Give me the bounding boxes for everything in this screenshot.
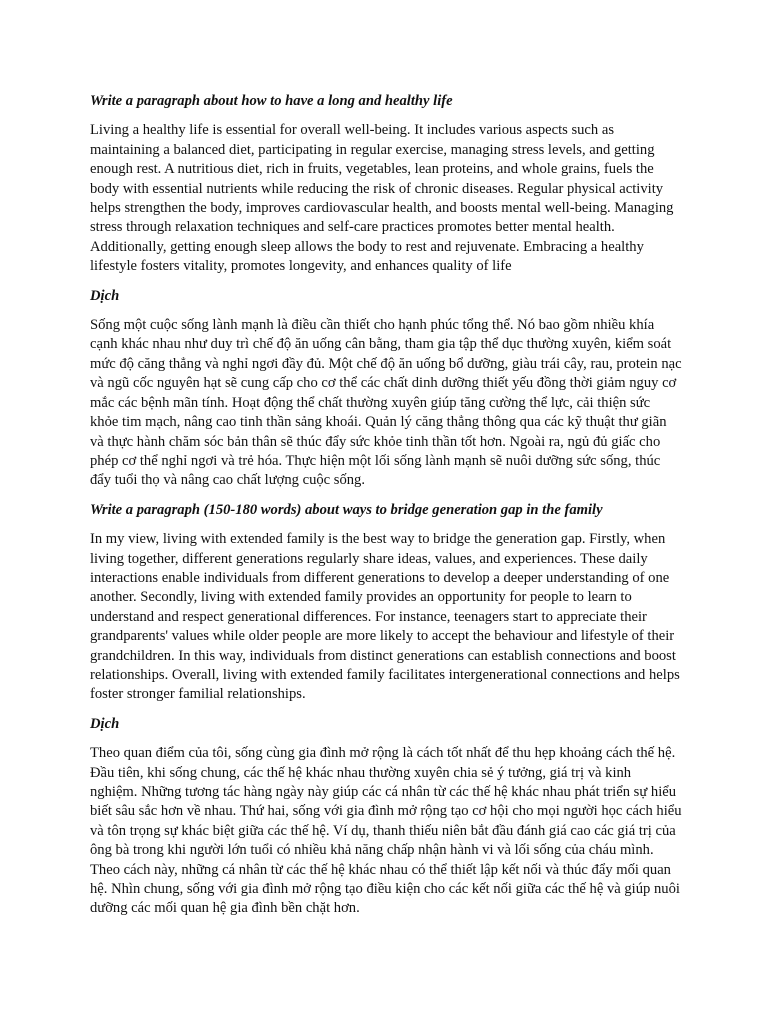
section-paragraph-translation-1: Sống một cuộc sống lành mạnh là điều cần thiết cho hạnh phúc tổng thể. Nó bao gồm nhiều khía cạnh khác nhau như duy trì chế độ ăn uống cân bằng, tham gia tập thể dục thường xuyên, kiểm soát mức độ căng thẳng và nghỉ ngơi đầy đủ. Một chế độ ăn uống bổ dưỡng, giàu trái cây, rau, protein nạc và ngũ cốc nguyên hạt sẽ cung cấp cho cơ thể các chất dinh dưỡng thiết yếu đồng thời giảm nguy cơ mắc các bệnh mãn tính. Hoạt động thể chất thường xuyên giúp tăng cường thể lực, cải thiện sức khỏe tim mạch, nâng cao tinh thần sảng khoái. Quản lý căng thẳng thông qua các kỹ thuật thư giãn và thực hành chăm sóc bản thân sẽ thúc đẩy sức khỏe tinh thần tốt hơn. Ngoài ra, ngủ đủ giấc cho phép cơ thể nghỉ ngơi và trẻ hóa. Thực hiện một lối sống lành mạnh sẽ nuôi dưỡng sức sống, thúc đẩy tuổi thọ và nâng cao chất lượng cuộc sống. [90,317,682,489]
section-heading-translation-1: Dịch [90,287,120,304]
section-paragraph-generation-gap: In my view, living with extended family is the best way to bridge the generation gap. Firstly, when living together, different generations regularly share ideas, values, and experiences. These daily interactions enable individuals from different generations to develop a deeper understanding of one another. Secondly, living with extended family provides an opportunity for people to learn to understand and respect generational differences. For instance, teenagers start to appreciate their grandparents' values while older people are more likely to accept the behaviour and lifestyle of their grandchildren. In this way, individuals from distinct generations can establish connections and boost relationships. Overall, living with extended family facilitates intergenerational connections and helps foster stronger familial relationships. [90,531,680,703]
section-heading-generation-gap: Write a paragraph (150-180 words) about ways to bridge generation gap in the family [90,501,603,518]
section-heading-translation-2: Dịch [90,715,120,732]
document-content [90,92,682,929]
section-heading-healthy-life: Write a paragraph about how to have a long and healthy life [90,93,453,109]
section-paragraph-translation-2: Theo quan điểm của tôi, sống cùng gia đình mở rộng là cách tốt nhất để thu hẹp khoảng cách thế hệ. Đầu tiên, khi sống chung, các thế hệ khác nhau thường xuyên chia sẻ ý tưởng, giá trị và kinh nghiệm. Những tương tác hàng ngày này giúp các cá nhân từ các thế hệ khác nhau phát triển sự hiểu biết sâu sắc hơn về nhau. Thứ hai, sống với gia đình mở rộng tạo cơ hội cho mọi người học cách hiểu và tôn trọng sự khác biệt giữa các thế hệ. Ví dụ, thanh thiếu niên bắt đầu đánh giá cao các giá trị của ông bà trong khi người lớn tuổi có nhiều khả năng chấp nhận hành vi và lối sống của cháu mình. Theo cách này, những cá nhân từ các thế hệ khác nhau có thể thiết lập kết nối và thúc đẩy mối quan hệ. Nhìn chung, sống với gia đình mở rộng tạo điều kiện cho các kết nối giữa các thế hệ và giúp nuôi dưỡng các mối quan hệ gia đình bền chặt hơn. [90,745,682,917]
section-paragraph-healthy-life: Living a healthy life is essential for overall well-being. It includes various aspects such as maintaining a balanced diet, participating in regular exercise, managing stress levels, and getting enough rest. A nutritious diet, rich in fruits, vegetables, lean proteins, and whole grains, fuels the body with essential nutrients while reducing the risk of chronic diseases. Regular physical activity helps strengthen the body, improves cardiovascular health, and boosts mental well-being. Managing stress through relaxation techniques and self-care practices promotes better mental health. Additionally, getting enough sleep allows the body to rest and rejuvenate. Embracing a healthy lifestyle fosters vitality, promotes longevity, and enhances quality of life [90,122,674,275]
